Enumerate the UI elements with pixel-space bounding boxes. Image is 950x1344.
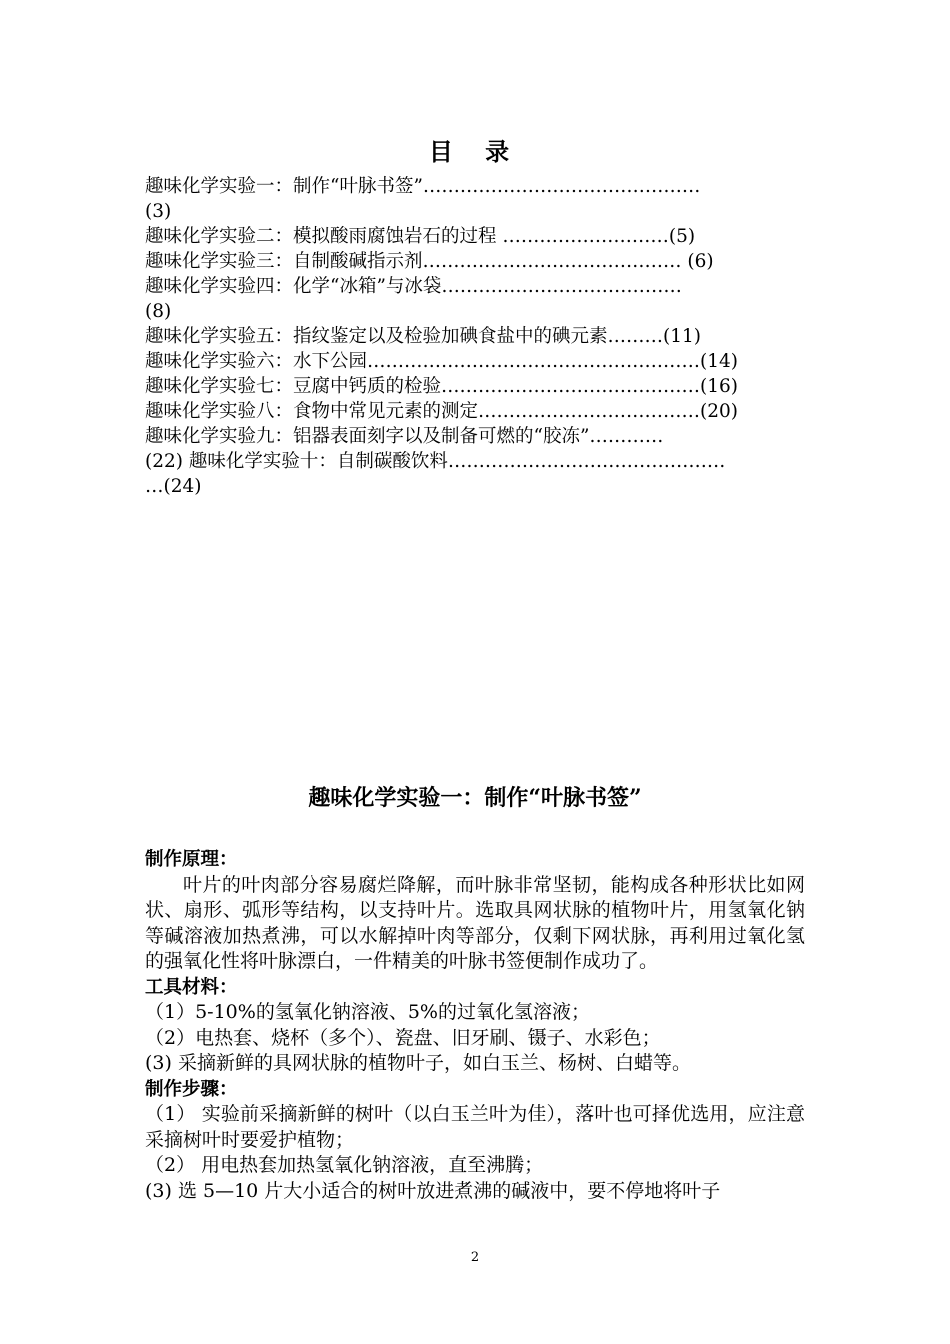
step-item: （2） 用电热套加热氢氧化钠溶液，直至沸腾；: [145, 1154, 544, 1176]
page-number: 2: [470, 1250, 480, 1265]
materials-item: （2）电热套、烧杯（多个）、瓷盘、旧牙刷、镊子、水彩色；: [145, 1026, 661, 1049]
toc-entry[interactable]: 趣味化学实验九：铝器表面刻字以及制备可燃的“胶冻”…………: [145, 426, 664, 447]
toc-entry[interactable]: 趣味化学实验一：制作“叶脉书签”………………………………………: [145, 176, 701, 197]
toc-entry[interactable]: 趣味化学实验六：水下公园………………………………………………(14): [145, 351, 738, 372]
section-body: [145, 847, 805, 1204]
toc-title: 目 录: [428, 137, 522, 166]
toc-entry[interactable]: 趣味化学实验二：模拟酸雨腐蚀岩石的过程 ………………………(5): [145, 226, 696, 247]
steps-heading: 制作步骤：: [145, 1078, 238, 1100]
materials-heading: 工具材料：: [145, 976, 238, 998]
step-item: (3) 选 5—10 片大小适合的树叶放进煮沸的碱液中，要不停地将叶子: [145, 1179, 721, 1202]
section-title: 趣味化学实验一：制作“叶脉书签”: [308, 785, 642, 811]
toc-entry[interactable]: 趣味化学实验八：食物中常见元素的测定………………………………(20): [145, 401, 738, 422]
toc-entry-page[interactable]: (8): [145, 301, 172, 322]
step-item: （1） 实验前采摘新鲜的树叶（以白玉兰叶为佳），落叶也可择优选用，应注意采摘树叶时要爱护植物；: [145, 1103, 805, 1151]
principle-heading: 制作原理：: [145, 849, 238, 870]
toc-entry[interactable]: 趣味化学实验七：豆腐中钙质的检验……………………………………(16): [145, 376, 738, 397]
principle-paragraph: 叶片的叶肉部分容易腐烂降解，而叶脉非常坚韧，能构成各种形状比如网状、扇形、弧形等结构，以支持叶片。选取具网状脉的植物叶片，用氢氧化钠等碱溶液加热煮沸，可以水解掉叶肉等部分，仅剩下网状脉，再利用过氧化氢的强氧化性将叶脉漂白，一件精美的叶脉书签便制作成功了。: [145, 873, 805, 972]
toc-entry[interactable]: 趣味化学实验三：自制酸碱指示剂…………………………………… (6): [145, 251, 714, 272]
toc-entry[interactable]: 趣味化学实验五：指纹鉴定以及检验加碘食盐中的碘元素………(11): [145, 326, 701, 347]
toc-entry-page[interactable]: (3): [145, 201, 172, 222]
toc-entry[interactable]: (22) 趣味化学实验十：自制碳酸饮料………………………………………: [145, 451, 726, 472]
toc-entry[interactable]: 趣味化学实验四：化学“冰箱”与冰袋…………………………………: [145, 276, 682, 297]
materials-item: (3) 采摘新鲜的具网状脉的植物叶子，如白玉兰、杨树、白蜡等。: [145, 1052, 691, 1074]
table-of-contents: [145, 174, 805, 499]
toc-entry-page[interactable]: …(24): [145, 476, 202, 497]
materials-item: （1）5-10%的氢氧化钠溶液、5%的过氧化氢溶液；: [145, 1001, 590, 1023]
